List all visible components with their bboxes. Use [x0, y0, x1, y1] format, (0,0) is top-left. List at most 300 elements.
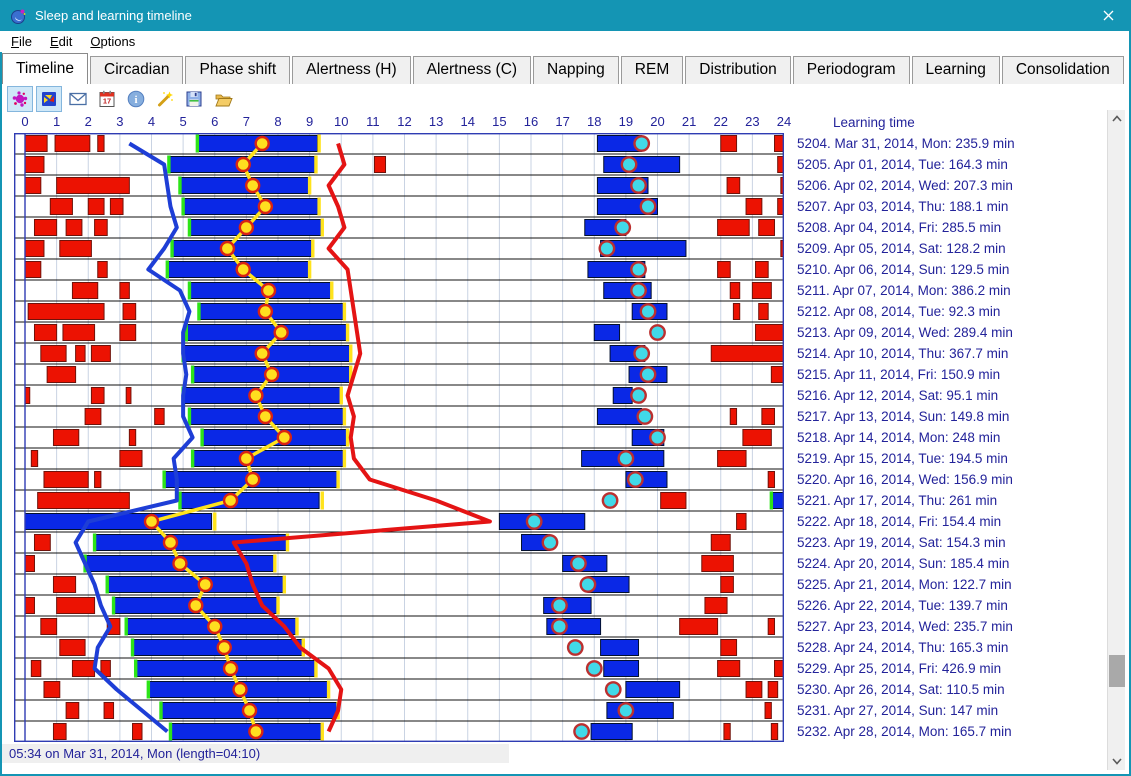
- sleep-block: [591, 724, 632, 740]
- hour-axis-label: 10: [334, 114, 349, 129]
- save-icon: [184, 89, 204, 109]
- learning-block: [762, 409, 775, 425]
- learning-time-row[interactable]: 5230. Apr 26, 2014, Sat: 110.5 min: [797, 682, 1005, 697]
- tab-alertness-h[interactable]: Alertness (H): [292, 56, 410, 84]
- app-icon: [9, 7, 27, 25]
- evening-marker: [587, 661, 601, 675]
- sleep-start-tick: [197, 303, 200, 321]
- learning-time-row[interactable]: 5209. Apr 05, 2014, Sat: 128.2 min: [797, 241, 1006, 256]
- open-folder-button[interactable]: [210, 86, 236, 112]
- learning-block: [34, 535, 50, 551]
- evening-marker: [641, 199, 655, 213]
- sleep-block: [180, 493, 319, 509]
- learning-block: [34, 325, 56, 341]
- learning-block: [53, 430, 78, 446]
- hour-axis-label: 15: [492, 114, 507, 129]
- sleep-end-tick: [295, 618, 298, 636]
- sleep-end-tick: [321, 723, 324, 741]
- menu-item-edit[interactable]: Edit: [49, 34, 73, 49]
- evening-marker: [581, 577, 595, 591]
- evening-marker: [543, 535, 557, 549]
- calendar-button[interactable]: [94, 86, 120, 112]
- learning-time-row[interactable]: 5207. Apr 03, 2014, Thu: 188.1 min: [797, 199, 1009, 214]
- splat-button[interactable]: [7, 86, 33, 112]
- learning-time-row[interactable]: 5223. Apr 19, 2014, Sat: 154.3 min: [797, 535, 1006, 550]
- learning-block: [702, 556, 734, 572]
- learning-block: [72, 661, 94, 677]
- learning-block: [50, 199, 72, 215]
- close-button[interactable]: [1085, 0, 1131, 31]
- tab-distribution[interactable]: Distribution: [685, 56, 791, 84]
- learning-block: [705, 598, 727, 614]
- status-text: 05:34 on Mar 31, 2014, Mon (length=04:10): [9, 746, 261, 761]
- mid-sleep-marker: [278, 431, 291, 444]
- mid-sleep-marker: [237, 158, 250, 171]
- mid-sleep-marker: [218, 641, 231, 654]
- mid-sleep-marker: [145, 515, 158, 528]
- sleep-start-tick: [191, 450, 194, 468]
- sleep-block: [594, 325, 619, 341]
- hour-axis-label: 7: [242, 114, 250, 129]
- scroll-up-button[interactable]: [1108, 110, 1126, 127]
- tab-rem[interactable]: REM: [621, 56, 683, 84]
- timeline-chart[interactable]: [14, 133, 784, 742]
- sleep-end-tick: [276, 597, 279, 615]
- learning-block: [25, 157, 44, 173]
- open-folder-icon: [213, 89, 233, 109]
- mid-sleep-marker: [237, 263, 250, 276]
- hour-axis-label: 20: [650, 114, 665, 129]
- learning-block: [28, 304, 104, 320]
- toolbar: [7, 85, 239, 112]
- learning-time-row[interactable]: 5226. Apr 22, 2014, Tue: 139.7 min: [797, 598, 1008, 613]
- window-title: Sleep and learning timeline: [35, 8, 192, 23]
- learning-block: [72, 283, 97, 299]
- learning-block: [57, 178, 130, 194]
- close-icon: [1103, 10, 1114, 21]
- learning-time-row[interactable]: 5217. Apr 13, 2014, Sun: 149.8 min: [797, 409, 1010, 424]
- hour-axis-label: 14: [460, 114, 475, 129]
- sleep-end-tick: [343, 450, 346, 468]
- hour-axis-label: 3: [116, 114, 124, 129]
- learning-block: [98, 136, 104, 152]
- evening-marker: [574, 724, 588, 738]
- evening-marker: [619, 451, 633, 465]
- learning-block: [63, 325, 95, 341]
- learning-time-list: [790, 133, 1102, 742]
- sleep-block: [107, 577, 284, 593]
- evening-marker: [571, 556, 585, 570]
- tab-consolidation[interactable]: Consolidation: [1002, 56, 1124, 84]
- svg-text:i: i: [134, 93, 138, 106]
- learning-block: [31, 661, 40, 677]
- learning-time-row[interactable]: 5231. Apr 27, 2014, Sun: 147 min: [797, 703, 999, 718]
- evening-marker: [527, 514, 541, 528]
- learning-block: [104, 703, 113, 719]
- learning-panel-header: Learning time: [833, 115, 915, 130]
- hour-axis-label: 4: [147, 114, 156, 129]
- learning-block: [765, 703, 771, 719]
- learning-block: [88, 199, 104, 215]
- hour-axis-label: 12: [397, 114, 412, 129]
- evening-marker: [552, 598, 566, 612]
- mid-sleep-marker: [199, 578, 212, 591]
- hour-axis-label: 23: [745, 114, 760, 129]
- info-button[interactable]: [123, 86, 149, 112]
- learning-block: [768, 472, 774, 488]
- learning-block: [85, 409, 101, 425]
- sleep-block: [95, 535, 288, 551]
- learning-time-row[interactable]: 5215. Apr 11, 2014, Fri: 150.9 min: [797, 367, 1001, 382]
- learning-block: [133, 724, 142, 740]
- sleep-start-tick: [166, 261, 169, 279]
- learning-block: [25, 241, 44, 257]
- learning-block: [746, 682, 762, 698]
- mid-sleep-marker: [240, 221, 253, 234]
- learning-block: [756, 325, 784, 341]
- tab-alertness-c[interactable]: Alertness (C): [413, 56, 531, 84]
- evening-marker: [606, 682, 620, 696]
- learning-block: [41, 346, 66, 362]
- learning-block: [733, 304, 739, 320]
- sleep-block: [193, 451, 345, 467]
- learning-block: [41, 619, 57, 635]
- learning-block: [34, 220, 56, 236]
- hour-axis-label: 13: [428, 114, 444, 129]
- sleep-block: [597, 409, 641, 425]
- mid-sleep-marker: [256, 347, 269, 360]
- title-bar[interactable]: [0, 0, 1131, 31]
- learning-block: [25, 136, 47, 152]
- mid-sleep-marker: [256, 137, 269, 150]
- sleep-start-tick: [170, 240, 173, 258]
- learning-block: [38, 493, 130, 509]
- learning-block: [110, 199, 123, 215]
- sleep-end-tick: [308, 177, 311, 195]
- evening-marker: [634, 346, 648, 360]
- evening-marker: [552, 619, 566, 633]
- sleep-end-tick: [213, 513, 216, 531]
- learning-block: [126, 388, 131, 404]
- evening-marker: [631, 178, 645, 192]
- hour-axis-label: 19: [618, 114, 634, 129]
- learning-time-row[interactable]: 5213. Apr 09, 2014, Wed: 289.4 min: [797, 325, 1013, 340]
- sleep-block: [626, 682, 680, 698]
- sleep-start-tick: [93, 534, 96, 552]
- sleep-block: [183, 199, 319, 215]
- hour-axis-label: 22: [713, 114, 728, 129]
- menu-item-options[interactable]: Options: [90, 34, 136, 49]
- hour-axis-label: 1: [53, 114, 61, 129]
- mid-sleep-marker: [240, 452, 253, 465]
- learning-block: [771, 724, 777, 740]
- sleep-start-tick: [167, 156, 170, 174]
- learning-block: [680, 619, 718, 635]
- status-bar: [2, 744, 509, 763]
- learning-time-row[interactable]: 5210. Apr 06, 2014, Sun: 129.5 min: [797, 262, 1010, 277]
- learning-time-row[interactable]: 5227. Apr 23, 2014, Wed: 235.7 min: [797, 619, 1013, 634]
- sleep-end-tick: [314, 156, 317, 174]
- learning-block: [721, 136, 737, 152]
- mid-sleep-marker: [246, 473, 259, 486]
- learning-block: [730, 283, 739, 299]
- learning-block: [91, 388, 104, 404]
- learning-block: [374, 157, 385, 173]
- learning-block: [66, 703, 79, 719]
- hour-axis-label: 0: [21, 114, 29, 129]
- wand-button[interactable]: [152, 86, 178, 112]
- sleep-end-tick: [343, 408, 346, 426]
- learning-block: [76, 346, 85, 362]
- sleep-start-tick: [191, 366, 194, 384]
- learning-time-row[interactable]: 5222. Apr 18, 2014, Fri: 154.4 min: [797, 514, 1002, 529]
- learning-block: [91, 346, 110, 362]
- sleep-block: [186, 325, 347, 341]
- learning-block: [53, 577, 75, 593]
- sleep-end-tick: [283, 576, 286, 594]
- learning-block: [756, 262, 769, 278]
- mid-sleep-marker: [189, 599, 202, 612]
- evening-marker: [568, 640, 582, 654]
- mid-sleep-marker: [224, 662, 237, 675]
- learning-block: [44, 682, 60, 698]
- tab-phase-shift[interactable]: Phase shift: [185, 56, 290, 84]
- learning-block: [775, 136, 784, 152]
- learning-time-row[interactable]: 5221. Apr 17, 2014, Thu: 261 min: [797, 493, 998, 508]
- learning-block: [25, 556, 34, 572]
- learning-block: [718, 220, 750, 236]
- sleep-end-tick: [327, 681, 330, 699]
- mid-sleep-marker: [265, 368, 278, 381]
- scrollbar[interactable]: [1107, 110, 1125, 770]
- evening-marker: [603, 493, 617, 507]
- evening-marker: [619, 703, 633, 717]
- tab-periodogram[interactable]: Periodogram: [793, 56, 910, 84]
- learning-block: [120, 451, 142, 467]
- sync-button[interactable]: [36, 86, 62, 112]
- sleep-start-tick: [188, 408, 191, 426]
- sleep-start-tick: [162, 471, 165, 489]
- learning-block: [53, 724, 66, 740]
- mid-sleep-marker: [275, 326, 288, 339]
- mid-sleep-marker: [262, 284, 275, 297]
- sleep-end-tick: [321, 219, 324, 237]
- menu-item-file[interactable]: File: [11, 34, 32, 49]
- mid-sleep-marker: [173, 557, 186, 570]
- mid-sleep-marker: [221, 242, 234, 255]
- learning-block: [155, 409, 164, 425]
- tab-timeline[interactable]: Timeline: [2, 53, 88, 84]
- learning-block: [724, 724, 730, 740]
- learning-time-row[interactable]: 5208. Apr 04, 2014, Fri: 285.5 min: [797, 220, 1002, 235]
- learning-time-row[interactable]: 5218. Apr 14, 2014, Mon: 248 min: [797, 430, 1001, 445]
- sleep-start-tick: [159, 702, 162, 720]
- learning-block: [746, 199, 762, 215]
- sleep-start-tick: [181, 198, 184, 216]
- sleep-end-tick: [340, 387, 343, 405]
- sleep-start-tick: [770, 492, 773, 510]
- tab-circadian[interactable]: Circadian: [90, 56, 183, 84]
- hour-axis-label: 8: [274, 114, 282, 129]
- mid-sleep-marker: [249, 389, 262, 402]
- learning-block: [25, 178, 41, 194]
- sleep-block: [601, 640, 639, 656]
- learning-time-row[interactable]: 5216. Apr 12, 2014, Sat: 95.1 min: [797, 388, 999, 403]
- mid-sleep-marker: [259, 410, 272, 423]
- evening-marker: [616, 220, 630, 234]
- learning-block: [737, 514, 746, 530]
- hour-axis-label: 24: [776, 114, 792, 129]
- mid-sleep-marker: [164, 536, 177, 549]
- learning-time-row[interactable]: 5204. Mar 31, 2014, Mon: 235.9 min: [797, 136, 1015, 151]
- sleep-end-tick: [349, 345, 352, 363]
- tab-napping[interactable]: Napping: [533, 56, 619, 84]
- sleep-start-tick: [147, 681, 150, 699]
- learning-time-row[interactable]: 5205. Apr 01, 2014, Tue: 164.3 min: [797, 157, 1008, 172]
- evening-marker: [638, 409, 652, 423]
- chevron-up-icon: [1111, 114, 1123, 123]
- sleep-block: [607, 703, 673, 719]
- save-button[interactable]: [181, 86, 207, 112]
- learning-time-row[interactable]: 5214. Apr 10, 2014, Thu: 367.7 min: [797, 346, 1009, 361]
- learning-block: [711, 346, 784, 362]
- sleep-block: [180, 178, 310, 194]
- learning-block: [727, 178, 740, 194]
- learning-block: [771, 367, 784, 383]
- sleep-end-tick: [311, 240, 314, 258]
- learning-block: [60, 241, 92, 257]
- learning-block: [98, 262, 107, 278]
- hour-axis-label: 5: [179, 114, 187, 129]
- mid-sleep-marker: [234, 683, 247, 696]
- sleep-end-tick: [343, 303, 346, 321]
- evening-marker: [641, 304, 655, 318]
- sleep-start-tick: [106, 576, 109, 594]
- hour-axis-label: 18: [587, 114, 602, 129]
- learning-block: [775, 661, 784, 677]
- learning-time-row[interactable]: 5228. Apr 24, 2014, Thu: 165.3 min: [797, 640, 1009, 655]
- menu-bar: [0, 31, 1127, 52]
- tab-bar: [2, 52, 1129, 84]
- learning-time-row[interactable]: 5224. Apr 20, 2014, Sun: 185.4 min: [797, 556, 1010, 571]
- evening-marker: [641, 367, 655, 381]
- mid-sleep-marker: [246, 179, 259, 192]
- splat-icon: [10, 89, 30, 109]
- learning-block: [661, 493, 686, 509]
- learning-block: [743, 430, 771, 446]
- learning-block: [711, 535, 730, 551]
- sync-icon: [39, 89, 59, 109]
- hour-axis-label: 16: [523, 114, 539, 129]
- mid-sleep-marker: [224, 494, 237, 507]
- learning-time-row[interactable]: 5229. Apr 25, 2014, Fri: 426.9 min: [797, 661, 1002, 676]
- learning-block: [768, 682, 777, 698]
- scroll-down-button[interactable]: [1108, 753, 1126, 770]
- sleep-start-tick: [188, 219, 191, 237]
- sleep-end-tick: [336, 471, 339, 489]
- sleep-end-tick: [346, 324, 349, 342]
- sleep-block: [604, 661, 639, 677]
- hour-axis-label: 6: [211, 114, 219, 129]
- info-icon: [126, 89, 146, 109]
- evening-marker: [600, 241, 614, 255]
- learning-block: [721, 640, 737, 656]
- learning-block: [47, 367, 75, 383]
- mid-sleep-marker: [259, 305, 272, 318]
- learning-block: [718, 661, 740, 677]
- mid-sleep-marker: [208, 620, 221, 633]
- sleep-block: [170, 724, 322, 740]
- chevron-down-icon: [1111, 757, 1123, 766]
- mid-sleep-marker: [249, 725, 262, 738]
- learning-time-row[interactable]: 5211. Apr 07, 2014, Mon: 386.2 min: [797, 283, 1011, 298]
- learning-block: [60, 640, 85, 656]
- learning-block: [95, 220, 108, 236]
- learning-block: [66, 220, 82, 236]
- sleep-end-tick: [317, 198, 320, 216]
- learning-block: [25, 598, 34, 614]
- sleep-end-tick: [330, 282, 333, 300]
- learning-block: [718, 451, 746, 467]
- evening-marker: [650, 430, 664, 444]
- learning-block: [31, 451, 37, 467]
- learning-block: [759, 304, 768, 320]
- learning-block: [721, 577, 734, 593]
- calendar-icon: [97, 89, 117, 109]
- learning-block: [57, 598, 95, 614]
- learning-time-row[interactable]: 5220. Apr 16, 2014, Wed: 156.9 min: [797, 472, 1013, 487]
- learning-block: [25, 262, 41, 278]
- learning-block: [25, 388, 30, 404]
- sleep-start-tick: [188, 282, 191, 300]
- scroll-thumb[interactable]: [1109, 655, 1125, 687]
- learning-block: [55, 136, 90, 152]
- tab-learning[interactable]: Learning: [912, 56, 1000, 84]
- sleep-start-tick: [112, 597, 115, 615]
- evening-marker: [631, 388, 645, 402]
- evening-marker: [631, 283, 645, 297]
- svg-text:17: 17: [102, 96, 112, 105]
- learning-time-row[interactable]: 5219. Apr 15, 2014, Tue: 194.5 min: [797, 451, 1008, 466]
- learning-time-row[interactable]: 5225. Apr 21, 2014, Mon: 122.7 min: [797, 577, 1012, 592]
- sleep-block: [771, 493, 784, 509]
- evening-marker: [650, 325, 664, 339]
- mail-button[interactable]: [65, 86, 91, 112]
- sleep-start-tick: [134, 660, 137, 678]
- hour-axis-label: 9: [306, 114, 314, 129]
- learning-block: [768, 619, 774, 635]
- learning-block: [759, 220, 775, 236]
- evening-marker: [634, 136, 648, 150]
- sleep-start-tick: [200, 429, 203, 447]
- sleep-end-tick: [308, 261, 311, 279]
- learning-time-row[interactable]: 5232. Apr 28, 2014, Mon: 165.7 min: [797, 724, 1012, 739]
- sleep-end-tick: [273, 555, 276, 573]
- learning-block: [718, 262, 731, 278]
- sleep-start-tick: [178, 177, 181, 195]
- sleep-start-tick: [131, 639, 134, 657]
- hour-axis-label: 21: [681, 114, 697, 129]
- learning-time-row[interactable]: 5212. Apr 08, 2014, Tue: 92.3 min: [797, 304, 1001, 319]
- learning-block: [129, 430, 135, 446]
- sleep-start-tick: [196, 135, 199, 153]
- sleep-block: [172, 241, 313, 257]
- learning-time-row[interactable]: 5206. Apr 02, 2014, Wed: 207.3 min: [797, 178, 1013, 193]
- learning-block: [752, 283, 771, 299]
- learning-block: [730, 409, 736, 425]
- mid-sleep-marker: [259, 200, 272, 213]
- evening-marker: [628, 472, 642, 486]
